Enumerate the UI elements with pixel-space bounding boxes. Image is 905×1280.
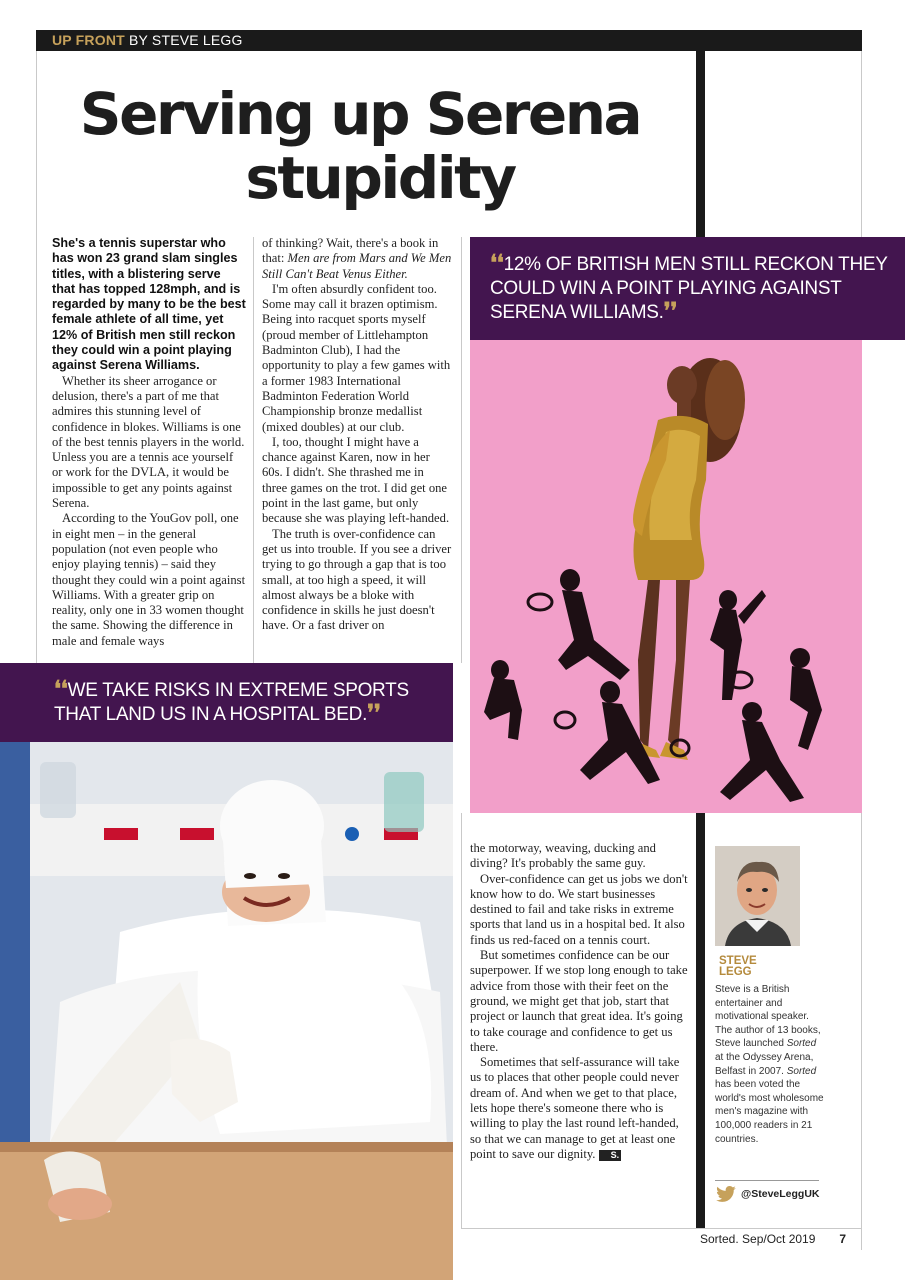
issue-label: Sorted. Sep/Oct 2019 [700,1232,816,1246]
open-quote-icon: ❛❛ [490,250,504,276]
headline [50,82,670,210]
section-label [52,32,243,48]
page-number: 7 [839,1232,847,1246]
col2-paragraph-2: I'm often absurdly confident too. Some may call it brazen optimism. Being into racquet sports myself (proud member of Littlehampton Badminton Club), I had the opportunity to play a few games with a former 1983 International Badminton Federation World Championship bronze medallist (mixed doubles) at our club. [262,281,451,434]
author-photo [715,846,800,946]
article-column-3 [470,841,692,1162]
bio-magazine-name-2: Sorted [786,1065,817,1077]
author-name [719,956,757,978]
page-footer [700,1232,846,1246]
article-column-2 [262,236,452,634]
book-title: Men are from Mars and We Men Still Can't Beat Venus Either. [262,251,452,281]
lead-paragraph: She's a tennis superstar who has won 23 grand slam singles titles, with a blistering serve that has topped 128mph, and is regarded by many to be the best female athlete of all time, yet 12% of British men still reckon they could win a point playing against Serena Williams. [52,236,246,373]
serena-illustration [470,340,862,813]
bio-text-1: Steve is a British entertainer and motivational speaker. The author of 13 books, Steve launched [715,984,821,1050]
twitter-handle[interactable] [715,1186,820,1202]
accent-bar-bottom [696,813,705,1228]
col2-p1-text: of thinking? Wait, there's a book in that: [262,236,439,266]
pull-quote-1-text: 12% OF BRITISH MEN STILL RECKON THEY COULD WIN A POINT PLAYING AGAINST SERENA WILLIAMS. [490,254,888,323]
col3-paragraph-1: the motorway, weaving, ducking and diving? It's probably the same guy. [470,841,656,871]
article-column-1 [52,236,246,649]
frame-right-line-lower [861,813,862,1250]
author-portrait-image [715,846,800,946]
pull-quote-hospital [0,663,453,742]
twitter-bird-icon [715,1186,737,1202]
byline: BY STEVE LEGG [124,32,243,48]
bio-divider [715,1180,819,1181]
col2-paragraph-3: I, too, thought I might have a chance against Karen, now in her 60s. I didn't. She thrashed me in three games on the trot. I did get one point in the last game, but only because she was playing left-handed. [262,434,450,526]
pull-quote-text [490,250,890,325]
col1-paragraph-2: According to the YouGov poll, one in eight men – in the general population (not even people who enjoy playing tennis) – said they thought they could win a point against Williams. With a greater grip on reality, only one in 33 women thought the same. Showing the difference in male and female ways [52,511,246,648]
col2-paragraph-4: The truth is over-confidence can get us into trouble. If you see a driver trying to go through a gap that is too small, at too high a speed, it will almost always be a bloke with confidence in skills he just doesn't have. Or a fast driver on [262,526,452,633]
section-header-bar [36,30,862,51]
close-quote-icon: ❜❜ [367,700,381,726]
frame-left-line [36,51,37,663]
author-bio [715,983,825,1146]
section-name: UP FRONT [52,32,125,48]
col3-paragraph-4 [470,1055,692,1162]
pull-quote-2-wrapper [54,676,444,727]
serena-figure-image [470,340,862,813]
column-rule-3 [461,813,462,1228]
column-rule-2 [461,237,462,663]
pull-quote-serena [470,237,905,340]
bio-text-2: at the Odyssey Arena, Belfast in 2007. [715,1051,814,1077]
col2-paragraph-1 [262,236,452,282]
author-name-line-1: STEVE [719,955,757,967]
col3-paragraph-2: Over-confidence can get us jobs we don't know how to do. We start businesses destined to fail and take risks in extreme sports that land us in a hospital bed. It also finds us red-faced on a tennis court. [470,871,688,947]
column-rule-1 [253,237,254,663]
open-quote-icon: ❛❛ [54,676,68,702]
twitter-handle-text: @SteveLeggUK [741,1188,820,1200]
col3-p4-text: Sometimes that self-assurance will take us to places that other people could never dream of. And when we get to that place, lets hope there's someone there who is willing to play the last round left-handed, so that we can manage to get at least one point to save our dignity. [470,1055,680,1161]
col3-paragraph-3: But sometimes confidence can be our superpower. If we stop long enough to take advice from those with their feet on the ground, we might get that job, start that project or launch that great idea. It's going to take courage and confidence to get us there. [470,948,688,1054]
bio-magazine-name-1: Sorted [786,1038,817,1050]
frame-right-line [861,51,862,237]
headline-line-2: stupidity [245,144,515,212]
pull-quote-2-text: WE TAKE RISKS IN EXTREME SPORTS THAT LAND US IN A HOSPITAL BED. [54,680,409,725]
bio-text-3: has been voted the world's most wholesome men's magazine with 100,000 readers in 21 countries. [715,1079,824,1145]
col1-paragraph-1: Whether its sheer arrogance or delusion, there's a part of me that admires this stunning level of confidence in blokes. Williams is one of the best tennis players in the world. Unless you are a tennis ace yourself or work for the DVLA, it would be impossible to get any points against Serena. [52,373,245,511]
author-name-line-2: LEGG [719,966,752,978]
end-of-article-mark: S. [599,1150,622,1161]
headline-line-1: Serving up Serena [79,80,641,148]
close-quote-icon: ❜❜ [663,298,678,324]
frame-bottom-line [461,1228,862,1229]
hospital-bed-photo [0,742,453,1280]
accent-bar-top [696,51,705,237]
bandaged-man-image [0,742,453,1280]
